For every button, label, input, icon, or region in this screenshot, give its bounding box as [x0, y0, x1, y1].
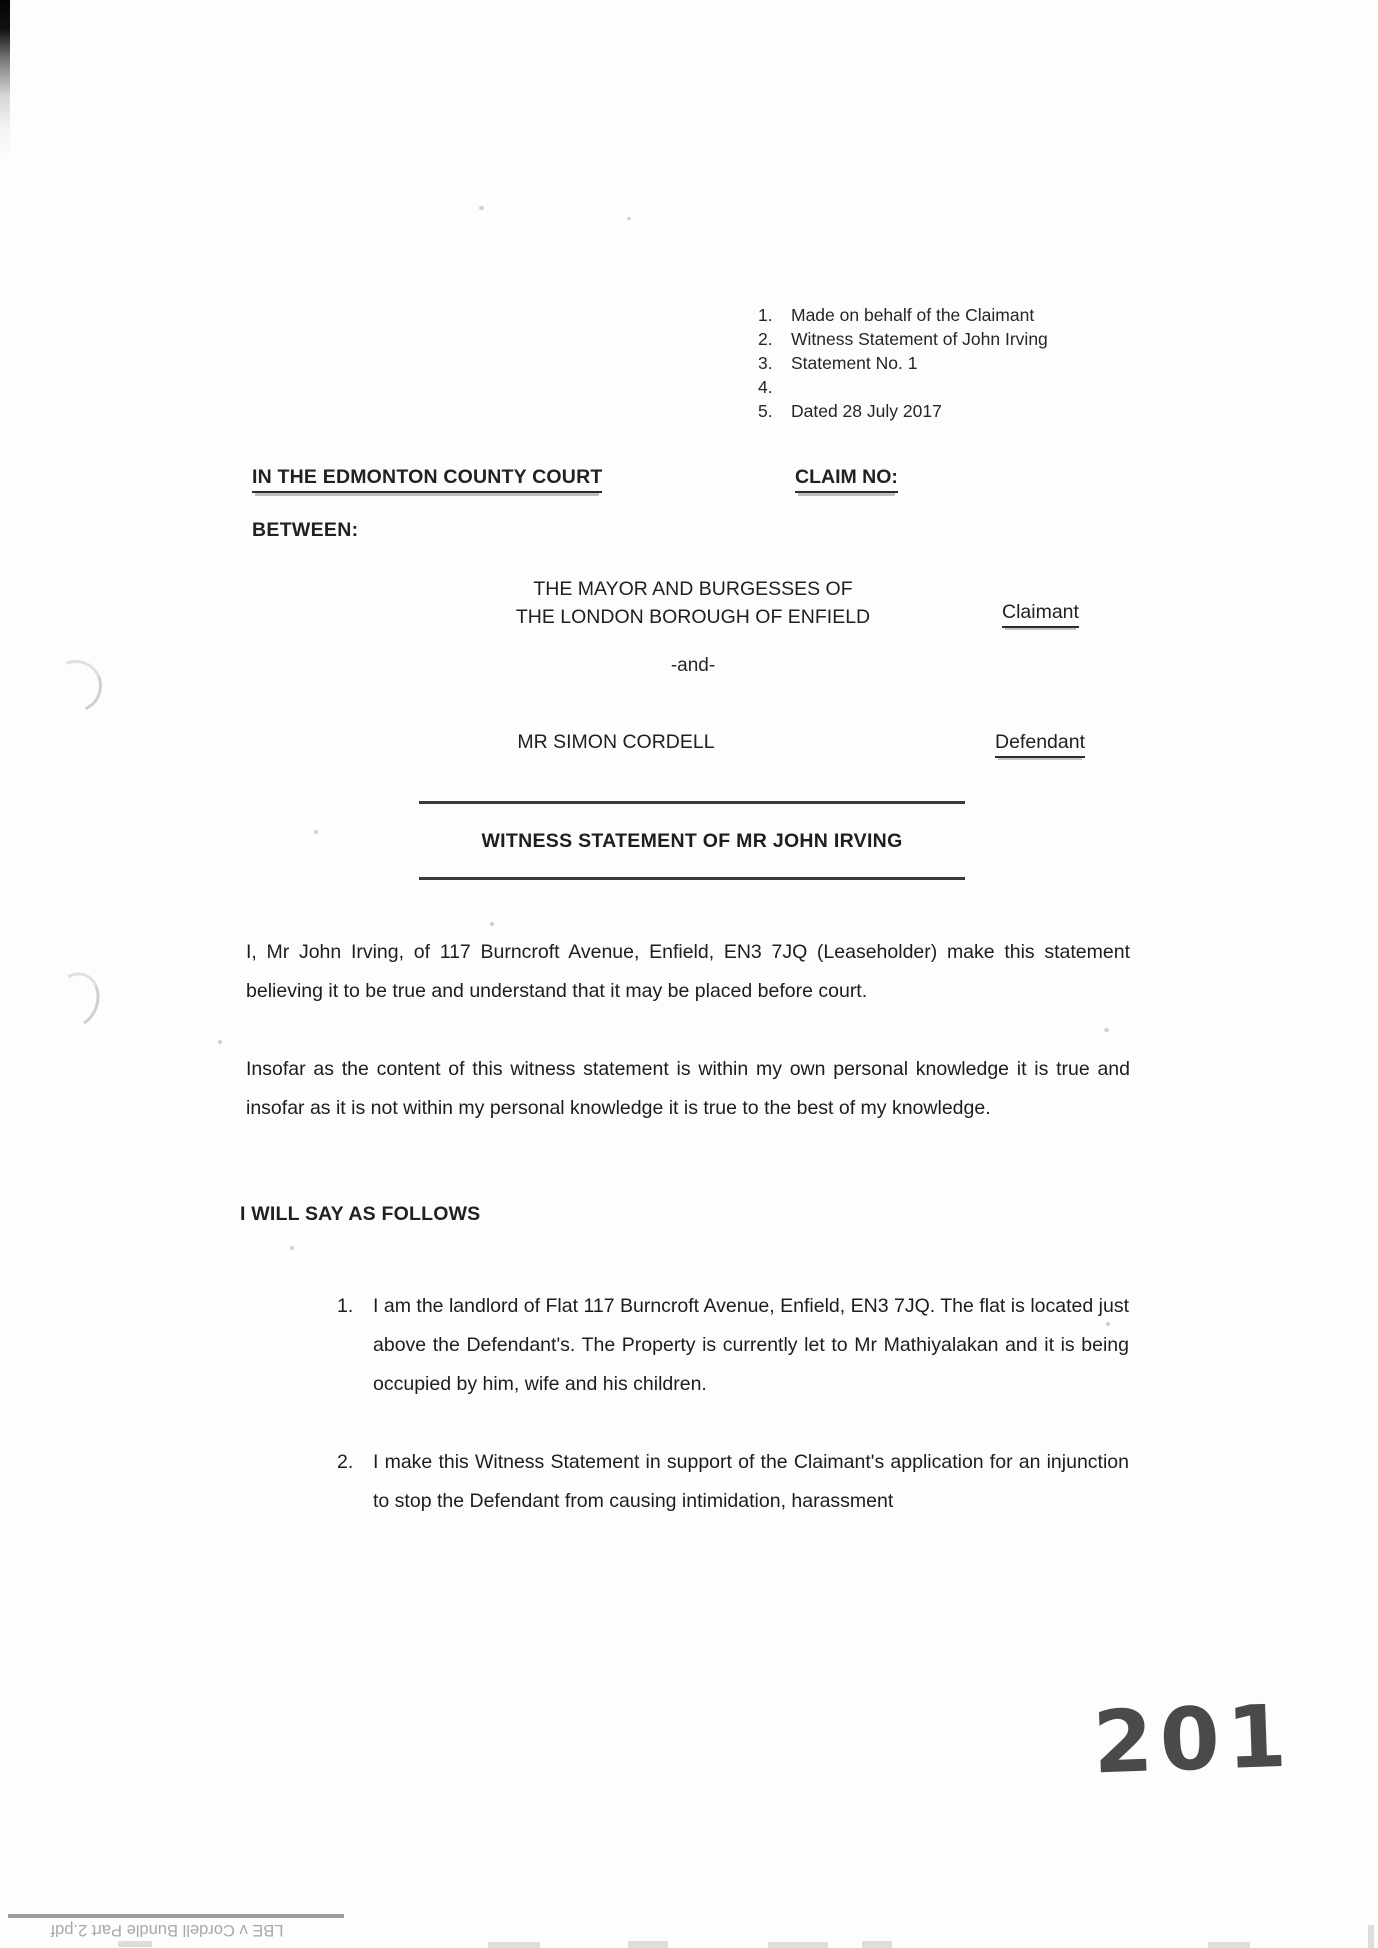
- scan-smudge: [1208, 1942, 1250, 1948]
- claim-number-label: CLAIM NO:: [795, 466, 898, 489]
- claimant-name-line1: THE MAYOR AND BURGESSES OF: [533, 578, 853, 600]
- header-list-text: Made on behalf of the Claimant: [791, 305, 1035, 325]
- scan-speck: [290, 1246, 294, 1250]
- paragraph-number: 2.: [337, 1451, 354, 1473]
- scan-smudge: [768, 1942, 828, 1948]
- header-list-number: 5.: [758, 401, 773, 421]
- scan-edge-artifact: [0, 0, 10, 160]
- header-list-item: [758, 303, 1048, 327]
- defendant-name: MR SIMON CORDELL: [517, 731, 715, 753]
- handwritten-page-number: 201: [1091, 1686, 1296, 1794]
- header-list-number: 2.: [758, 329, 773, 349]
- header-list-number: 1.: [758, 305, 773, 325]
- statement-title-block: [419, 801, 965, 880]
- statement-header-list: [758, 303, 1048, 423]
- scan-speck: [627, 217, 631, 220]
- numbered-paragraph: [337, 1287, 1129, 1404]
- statement-title: WITNESS STATEMENT OF MR JOHN IRVING: [481, 830, 903, 852]
- header-list-text: Dated 28 July 2017: [791, 401, 942, 421]
- paragraph-text: I am the landlord of Flat 117 Burncroft Avenue, Enfield, EN3 7JQ. The flat is located just above the Defendant's. The Property is currently let to Mr Mathiyalakan and it is being occupied by him, wife and his children.: [373, 1295, 1129, 1395]
- scan-speck: [479, 206, 484, 210]
- scan-smudge: [628, 1941, 668, 1948]
- header-list-item: [758, 399, 1048, 423]
- footer-filename: LBE v Cordell Bundle Part 2.pdf: [50, 1921, 284, 1939]
- scan-smudge: [488, 1942, 540, 1948]
- claimant-name-line2: THE LONDON BOROUGH OF ENFIELD: [515, 606, 871, 628]
- paragraph-text: I make this Witness Statement in support of the Claimant's application for an injunction to stop the Defendant from causing intimidation, harassment: [373, 1451, 1129, 1512]
- defendant-role-label: Defendant: [995, 731, 1085, 758]
- scan-smudge: [1368, 1925, 1374, 1948]
- header-list-item: [758, 327, 1048, 351]
- footer-divider-line: [8, 1914, 344, 1918]
- scan-smudge: [118, 1941, 152, 1947]
- knowledge-paragraph: Insofar as the content of this witness statement is within my own personal knowledge it is true and insofar as it is not within my personal knowledge it is true to the best of my knowledge.: [246, 1058, 1130, 1119]
- paragraph-number: 1.: [337, 1295, 354, 1317]
- header-list-item: [758, 375, 1048, 399]
- claimant-role-label: Claimant: [1002, 601, 1079, 628]
- between-label: BETWEEN:: [252, 519, 359, 541]
- numbered-paragraph: [337, 1443, 1129, 1521]
- say-as-follows-heading: I WILL SAY AS FOLLOWS: [240, 1203, 481, 1225]
- header-list-text: Statement No. 1: [791, 353, 918, 373]
- court-heading: IN THE EDMONTON COUNTY COURT: [252, 466, 602, 489]
- scan-speck: [1104, 1028, 1109, 1032]
- and-separator: -and-: [670, 655, 716, 676]
- scan-pen-mark: [42, 652, 110, 720]
- scan-pen-mark: [45, 966, 106, 1033]
- scan-speck: [490, 922, 494, 926]
- scan-speck: [314, 830, 318, 834]
- scan-smudge: [862, 1941, 892, 1948]
- header-list-number: 3.: [758, 353, 773, 373]
- scan-speck: [218, 1040, 222, 1044]
- header-list-number: 4.: [758, 377, 773, 397]
- intro-paragraph: I, Mr John Irving, of 117 Burncroft Avenue, Enfield, EN3 7JQ (Leaseholder) make this statement believing it to be true and understand that it may be placed before court.: [246, 941, 1130, 1002]
- header-list-text: Witness Statement of John Irving: [791, 329, 1048, 349]
- header-list-item: [758, 351, 1048, 375]
